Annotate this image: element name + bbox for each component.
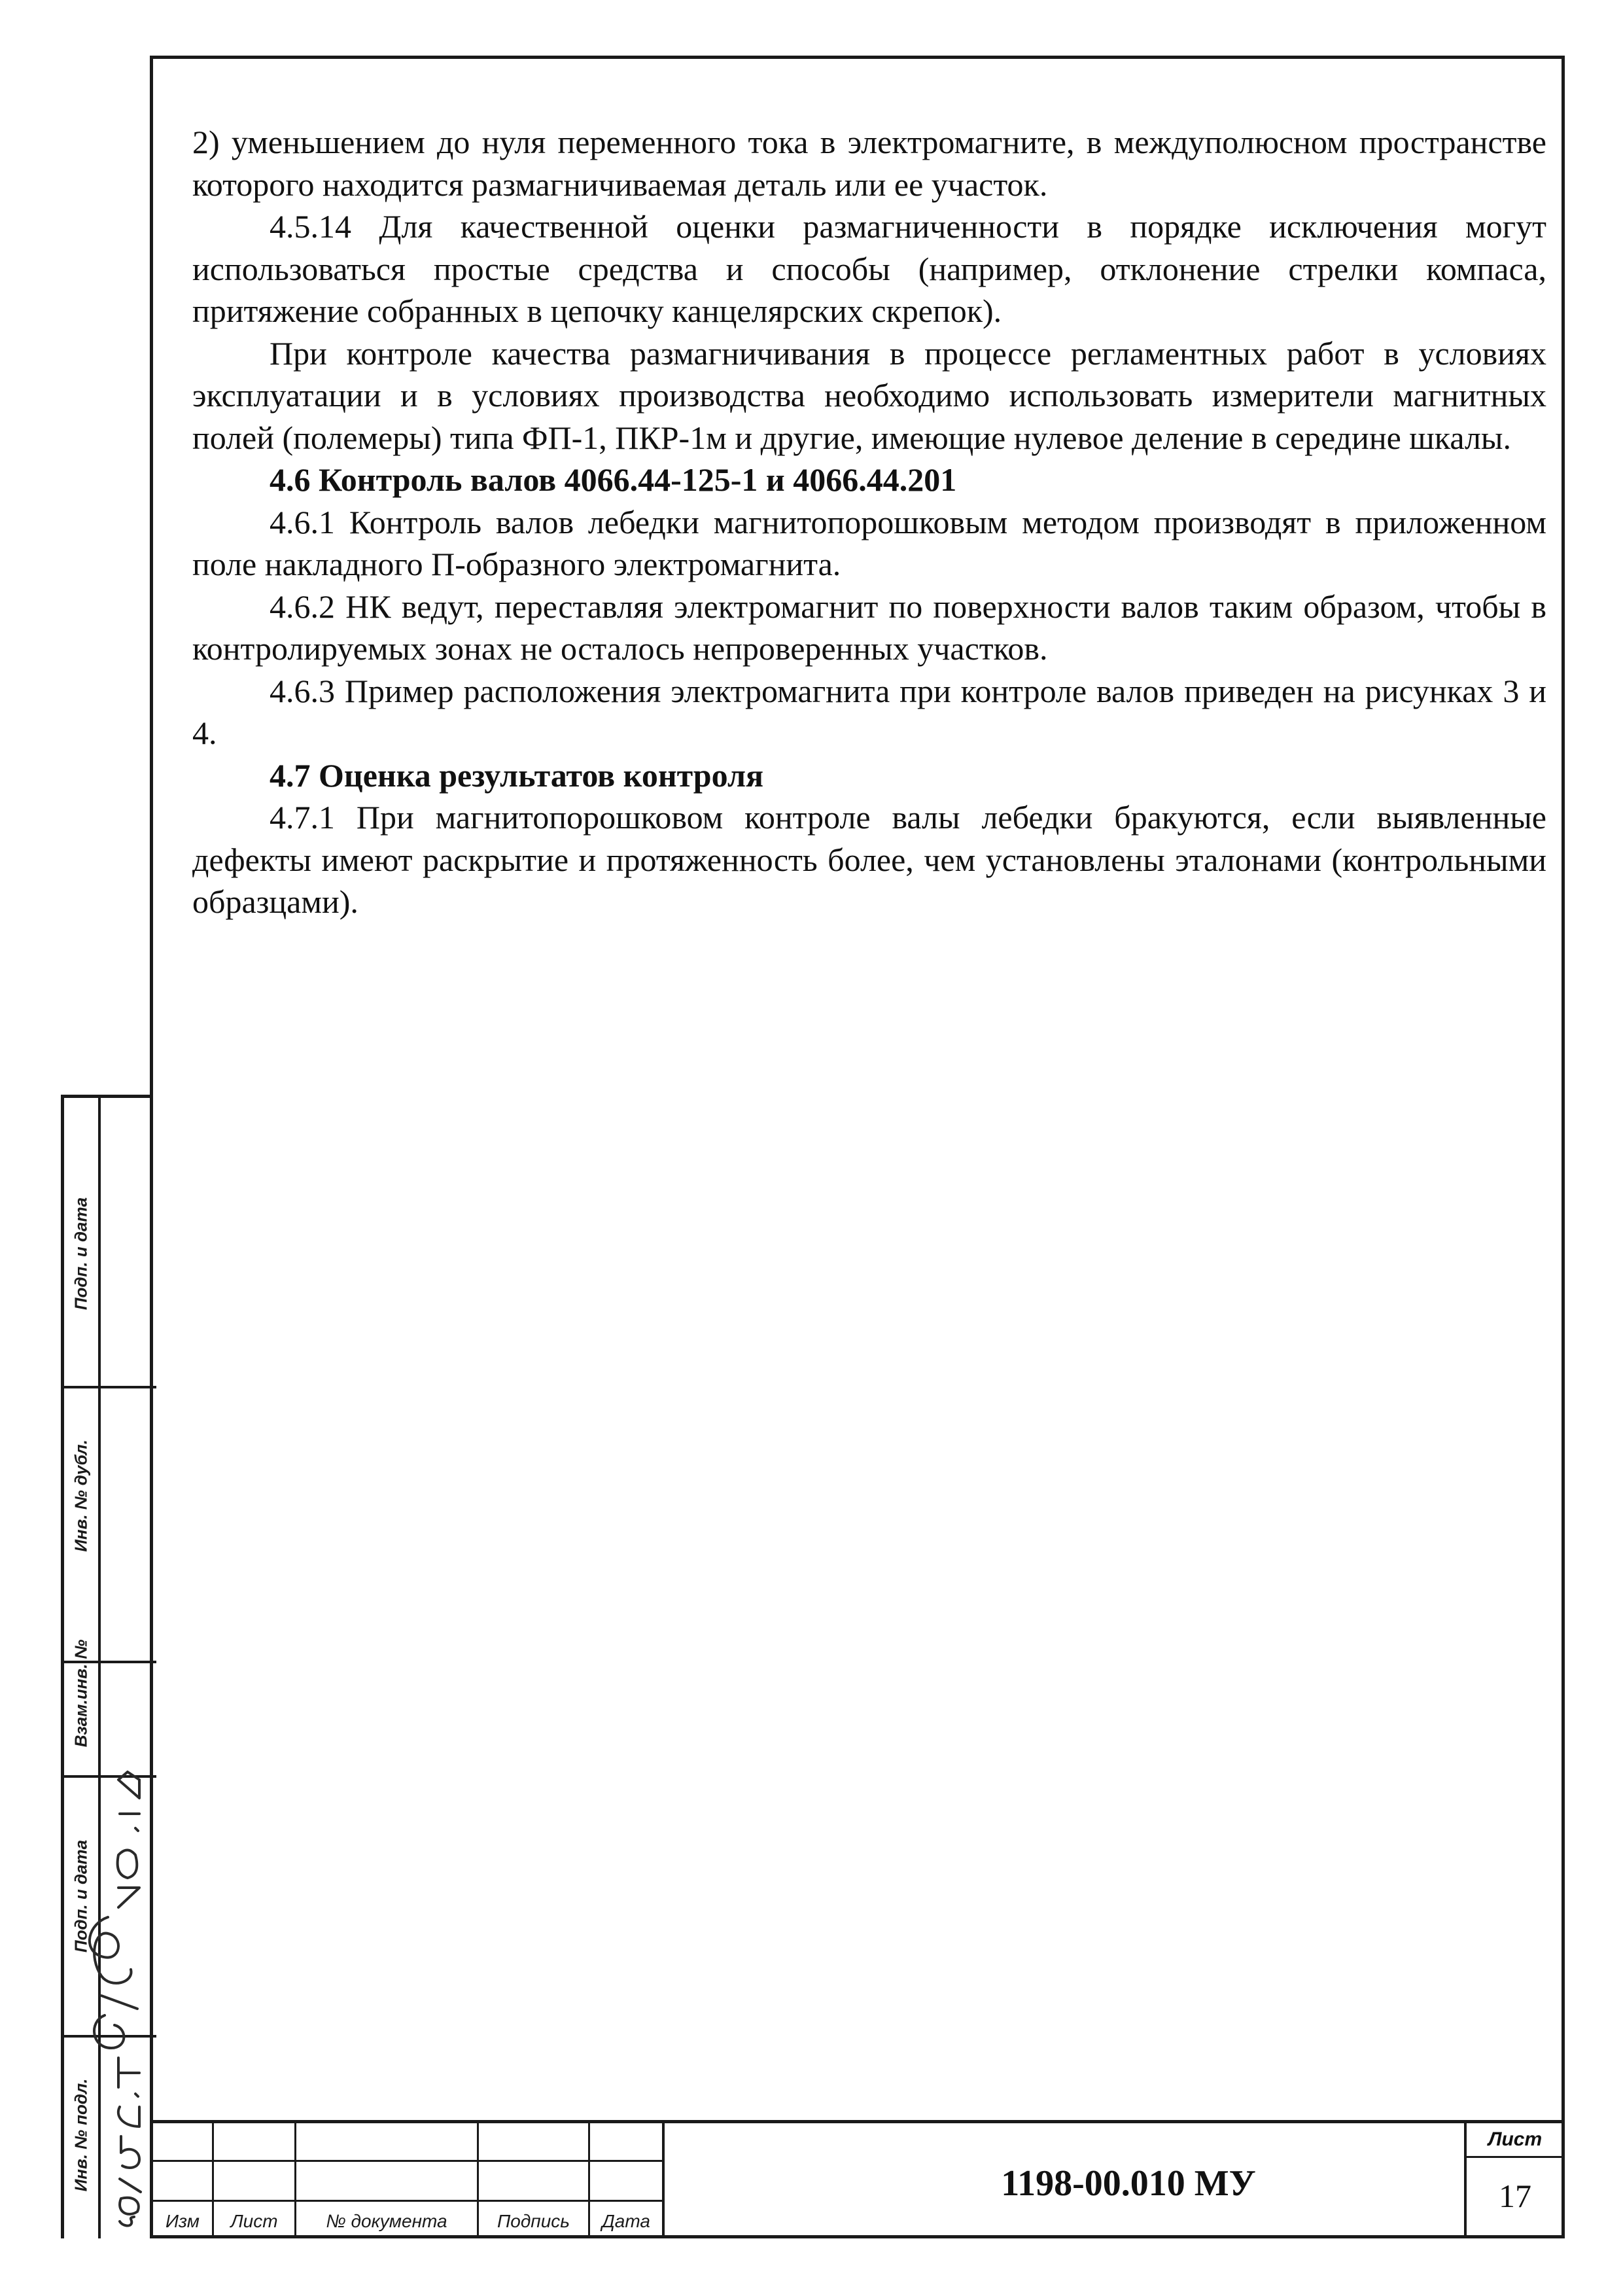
paragraph-4-5-14: 4.5.14 Для качественной оценки размагниченности в порядке исключения могут использоваться простые средства и способы (например, отклонение стрелки компаса, притяжение собранных в цепочку канцелярских скрепок).: [192, 208, 1546, 329]
side-stamp: Подп. и дата Инв. № дубл. Взам.инв. № Подп. и дата Инв. № подл.: [61, 1095, 153, 2238]
paragraph-4-6-1: 4.6.1 Контроль валов лебедки магнитопорошковым методом производят в приложенном поле накладного П-образного электромагнита.: [192, 503, 1546, 582]
paragraph-4-6-2: 4.6.2 НК ведут, переставляя электромагнит по поверхности валов таким образом, чтобы в контролируемых зонах не осталось непроверенных участков.: [192, 588, 1546, 667]
title-block-row-line: [153, 2160, 663, 2162]
paragraph-4-6-3: 4.6.3 Пример расположения электромагнита при контроле валов приведен на рисунках 3 и 4.: [192, 672, 1546, 751]
document-body: [192, 121, 1546, 923]
title-block-row-line: [153, 2200, 663, 2202]
section-heading-4-7: 4.7 Оценка результатов контроля: [270, 756, 764, 794]
column-header-sheet: Лист: [230, 2211, 278, 2231]
document-code: 1198-00.010 МУ: [1001, 2163, 1256, 2204]
section-heading-4-6: 4.6 Контроль валов 4066.44-125-1 и 4066.44.201: [270, 461, 957, 498]
column-header-signature: Подпись: [497, 2211, 570, 2231]
side-stamp-row-line: [64, 1386, 156, 1388]
paragraph-4-7-1: 4.7.1 При магнитопорошковом контроле валы лебедки бракуются, если выявленные дефекты имеют раскрытие и протяженность более, чем установлены эталонами (контрольными образцами).: [192, 799, 1546, 920]
column-header-change: Изм: [166, 2211, 200, 2231]
sheet-number: 17: [1499, 2178, 1531, 2214]
paragraph-demagnetization-control: При контроле качества размагничивания в процессе регламентных работ в условиях эксплуатации и в условиях производства необходимо использовать измерители магнитных полей (полемеры) типа ФП-1, ПКР-1м и другие, имеющие нулевое деление в середине шкалы.: [192, 334, 1546, 456]
column-header-date: Дата: [602, 2211, 650, 2231]
title-block-col-line: [662, 2120, 665, 2238]
paragraph-list-item-2: 2) уменьшением до нуля переменного тока в электромагните, в междуполюсном пространстве которого находится размагничиваемая деталь или ее участок.: [192, 124, 1546, 203]
handwritten-signature-and-date: [62, 1760, 154, 2231]
column-header-document-number: № документа: [326, 2211, 447, 2231]
sheet-label: Лист: [1488, 2128, 1543, 2150]
